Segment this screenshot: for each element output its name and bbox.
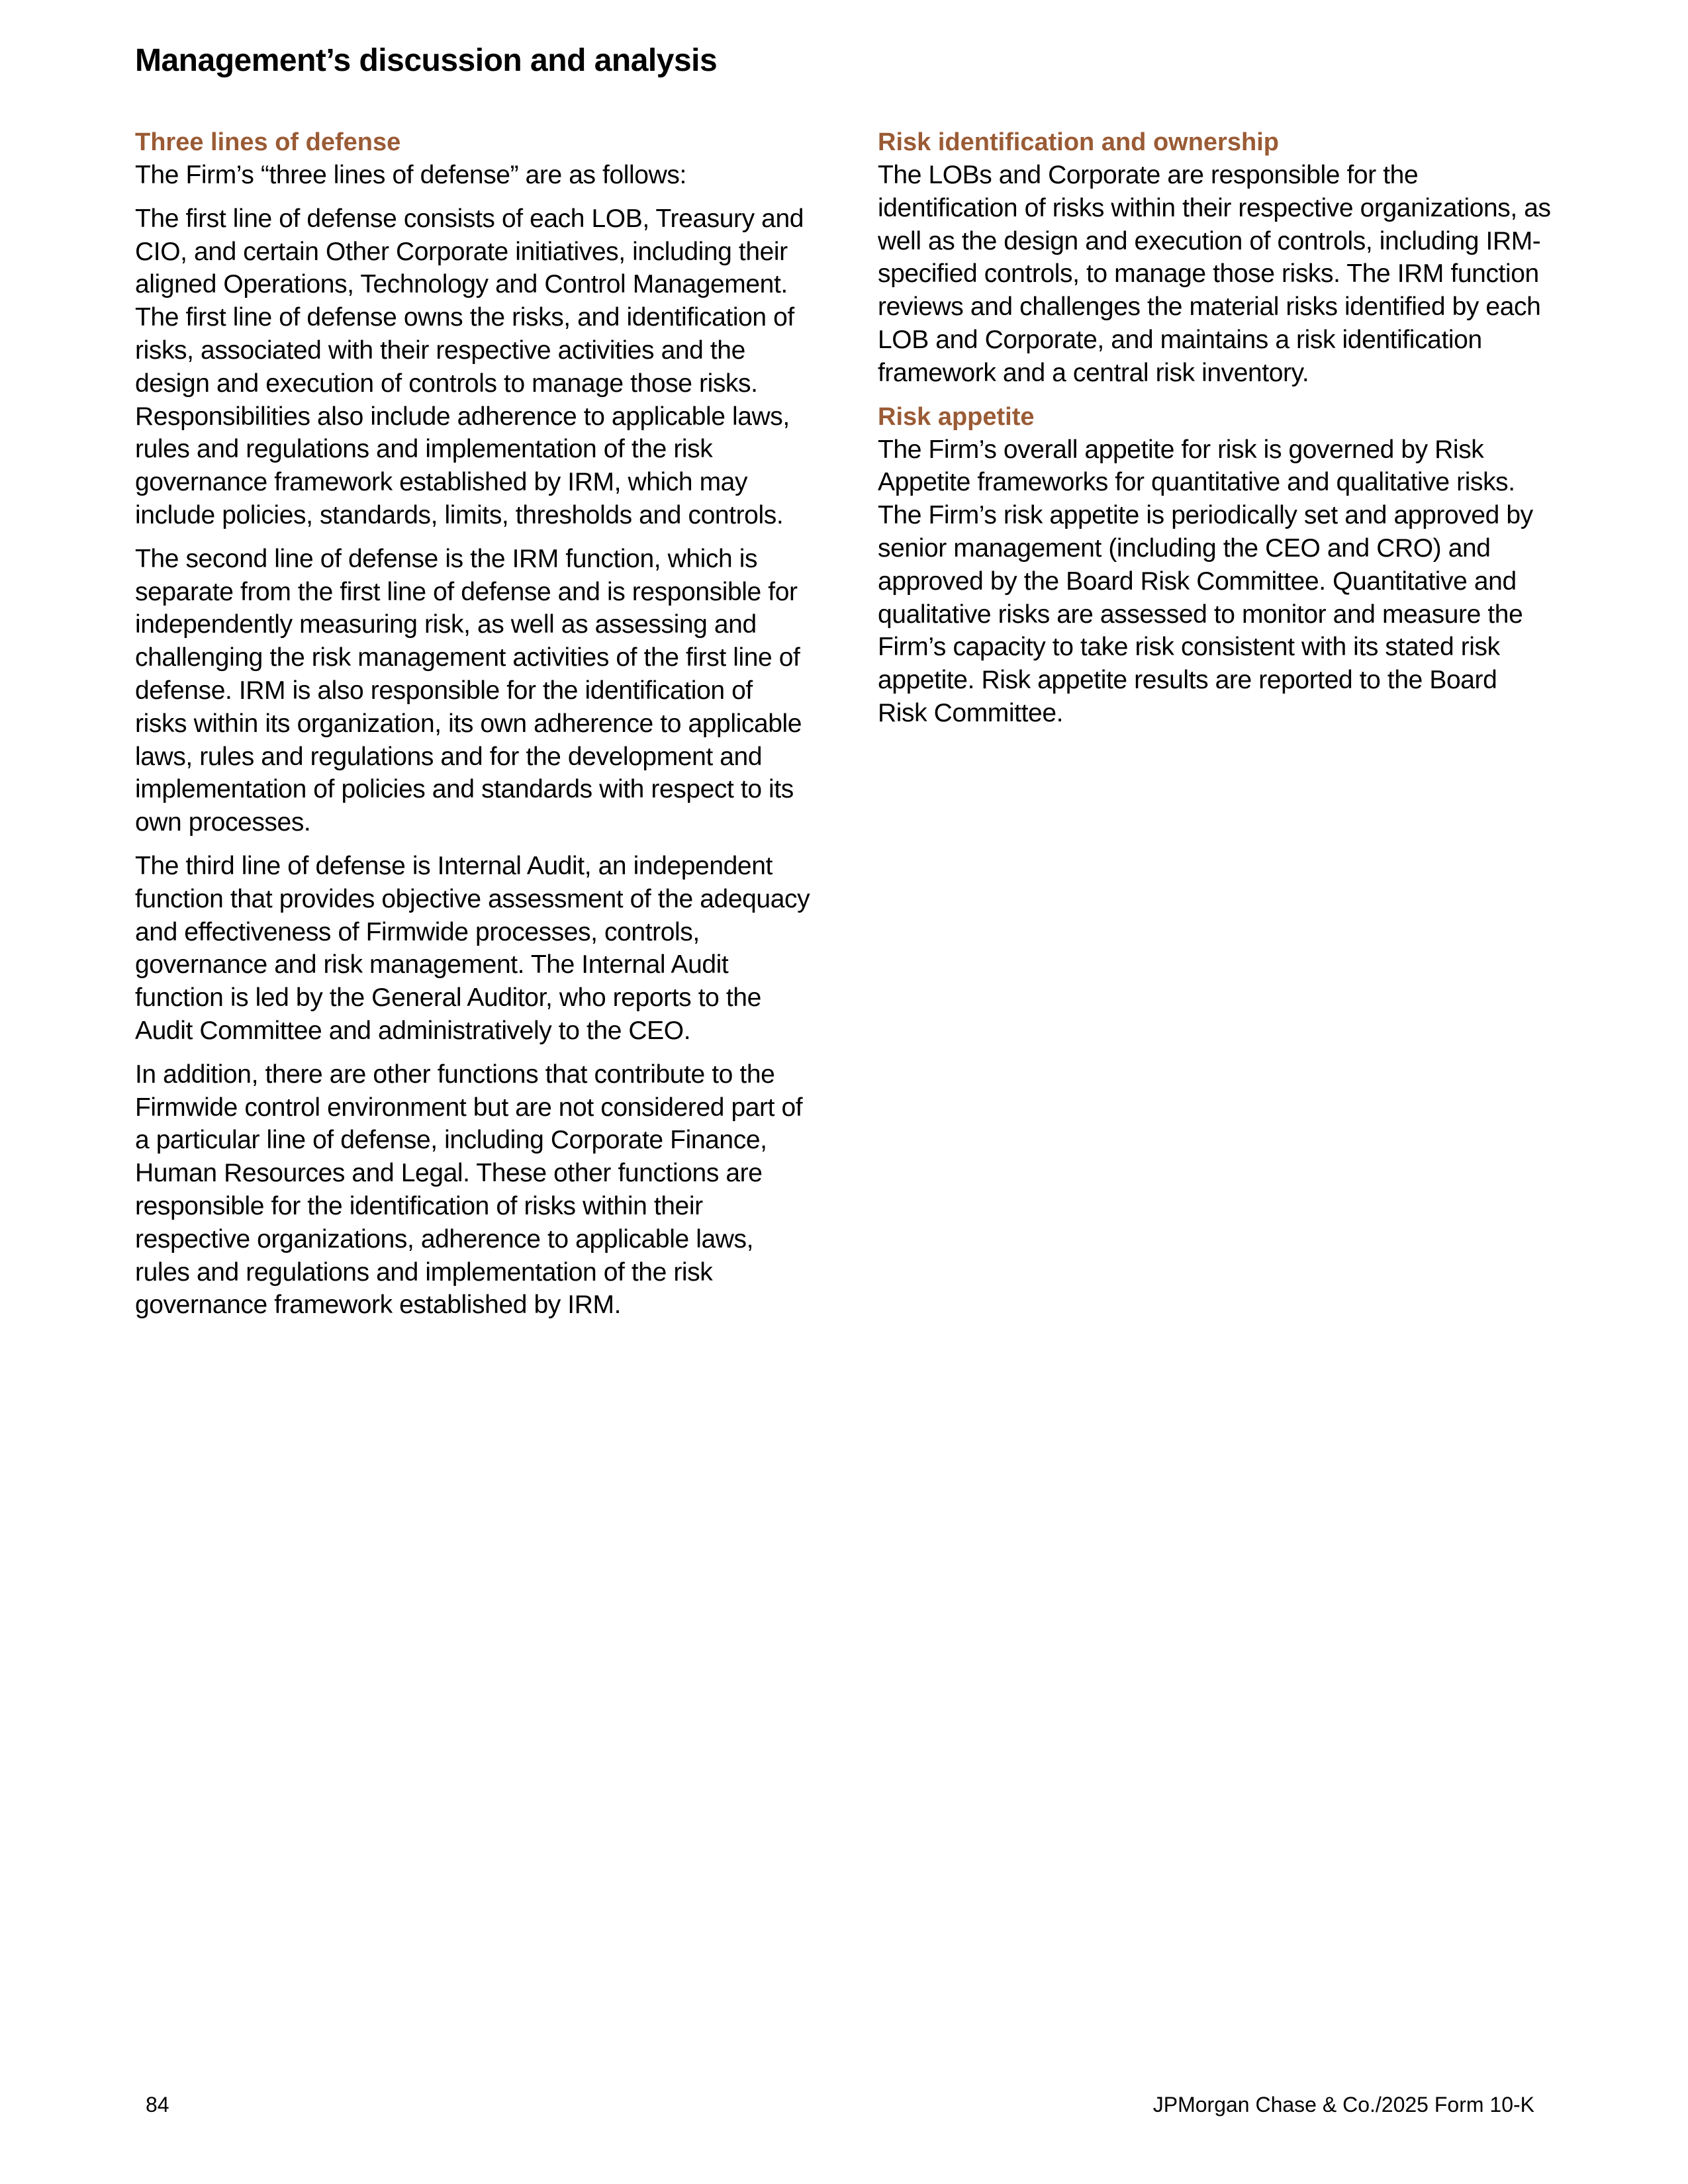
intro-paragraph: The Firm’s “three lines of defense” are as follows: xyxy=(135,161,686,189)
page-number: 84 xyxy=(146,2093,169,2116)
section-risk-appetite xyxy=(878,400,1553,730)
page-title: Management’s discussion and analysis xyxy=(135,43,718,78)
risk-identification-paragraph: The LOBs and Corporate are responsible for the identification of risks within their respective organizations, as well as the design and execution of controls, including IRM-specified controls, to manage those risks. The IRM function reviews and challenges the material risks identified by each LOB and Corporate, and maintains a risk identification framework and a central risk inventory. xyxy=(878,161,1551,387)
section-risk-identification xyxy=(878,126,1553,390)
section-heading-risk-appetite: Risk appetite xyxy=(878,402,1035,431)
third-line-paragraph: The third line of defense is Internal Audit, an independent function that provides objective assessment of the adequacy and effectiveness of Firmwide processes, controls, governance and risk management. The Internal Audit function is led by the General Auditor, who reports to the Audit Committee and administratively to the CEO. xyxy=(135,851,810,1045)
other-functions-paragraph: In addition, there are other functions that contribute to the Firmwide control environment but are not considered part of a particular line of defense, including Corporate Finance, Human Resources and Legal. These other functions are responsible for the identification of risks within their respective organizations, adherence to applicable laws, rules and regulations and implementation of the risk governance framework established by IRM. xyxy=(135,1060,803,1320)
section-heading-risk-identification: Risk identification and ownership xyxy=(878,128,1279,156)
left-column xyxy=(135,126,810,1332)
first-line-paragraph: The first line of defense consists of each LOB, Treasury and CIO, and certain Other Corporate initiatives, including their aligned Operations, Technology and Control Management. The first line of defense owns the risks, and identification of risks, associated with their respective activities and the design and execution of controls to manage those risks. Responsibilities also include adherence to applicable laws, rules and regulations and implementation of the risk governance framework established by IRM, which may include policies, standards, limits, thresholds and controls. xyxy=(135,204,804,529)
right-column xyxy=(878,126,1553,741)
risk-appetite-paragraph: The Firm’s overall appetite for risk is governed by Risk Appetite frameworks for quantitative and qualitative risks. The Firm’s risk appetite is periodically set and approved by senior management (including the CEO and CRO) and approved by the Board Risk Committee. Quantitative and qualitative risks are assessed to monitor and measure the Firm’s capacity to take risk consistent with its stated risk appetite. Risk appetite results are reported to the Board Risk Committee. xyxy=(878,435,1533,727)
section-heading-three-lines-of-defense: Three lines of defense xyxy=(135,128,401,156)
document-footer: JPMorgan Chase & Co./2025 Form 10-K xyxy=(1152,2093,1534,2116)
second-line-paragraph: The second line of defense is the IRM function, which is separate from the first line of defense and is responsible for independently measuring risk, as well as assessing and challenging the risk management activities of the first line of defense. IRM is also responsible for the identification of risks within its organization, its own adherence to applicable laws, rules and regulations and for the development and implementation of policies and standards with respect to its own processes. xyxy=(135,544,802,837)
